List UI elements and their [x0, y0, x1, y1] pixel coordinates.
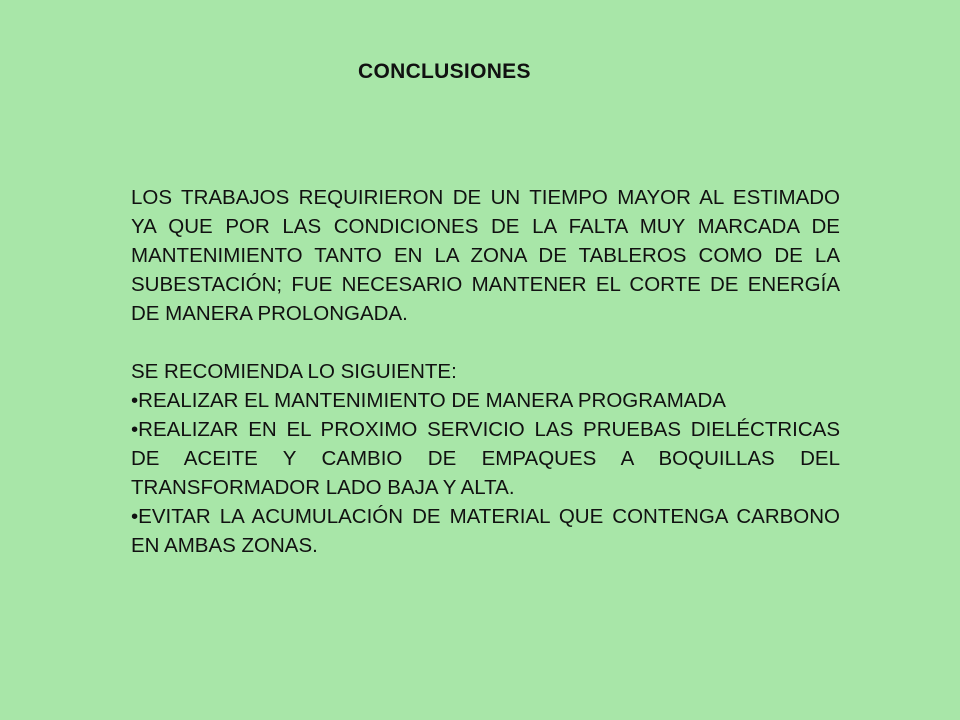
spacer — [131, 328, 840, 357]
conclusion-paragraph: LOS TRABAJOS REQUIRIERON DE UN TIEMPO MAYOR AL ESTIMADO YA QUE POR LAS CONDICIONES DE LA FALTA MUY MARCADA DE MANTENIMIENTO TANTO EN LA ZONA DE TABLEROS COMO DE LA SUBESTACIÓN; FUE NECESARIO MANTENER EL CORTE DE ENERGÍA DE MANERA PROLONGADA. — [131, 186, 840, 325]
recommendation-item: •REALIZAR EL MANTENIMIENTO DE MANERA PROGRAMADA — [131, 389, 726, 412]
slide-content — [131, 183, 840, 560]
recommendation-item: •REALIZAR EN EL PROXIMO SERVICIO LAS PRUEBAS DIELÉCTRICAS DE ACEITE Y CAMBIO DE EMPAQUES A BOQUILLAS DEL TRANSFORMADOR LADO BAJA Y ALTA. — [131, 418, 840, 499]
recommendation-item: •EVITAR LA ACUMULACIÓN DE MATERIAL QUE CONTENGA CARBONO EN AMBAS ZONAS. — [131, 505, 840, 557]
recommend-heading: SE RECOMIENDA LO SIGUIENTE: — [131, 360, 457, 383]
slide-title: CONCLUSIONES — [358, 60, 531, 83]
